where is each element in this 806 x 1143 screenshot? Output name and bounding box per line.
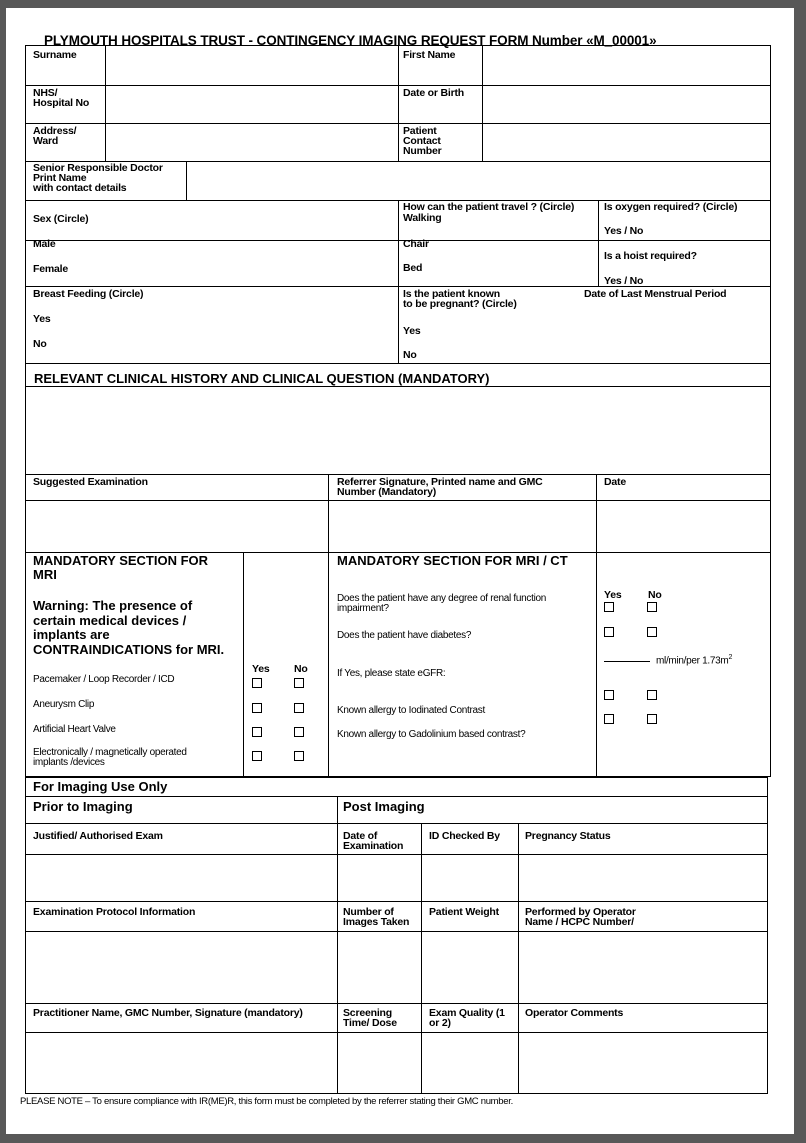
heart-valve-no-checkbox[interactable]: [294, 727, 304, 737]
renal-yes-checkbox[interactable]: [604, 602, 614, 612]
egfr-input-line[interactable]: [604, 661, 650, 662]
contact-field[interactable]: [483, 124, 770, 161]
suggested-exam-label: Suggested Examination: [33, 476, 148, 488]
travel-chair-option[interactable]: Chair: [403, 238, 429, 250]
pregnant-no-option[interactable]: No: [403, 349, 417, 361]
referrer-field[interactable]: [329, 501, 596, 552]
surname-field[interactable]: [106, 46, 398, 85]
diabetes-yes-checkbox[interactable]: [604, 627, 614, 637]
screening-field[interactable]: [338, 1033, 421, 1093]
diabetes-question: Does the patient have diabetes?: [337, 630, 472, 641]
mri-ct-no-header: No: [648, 589, 662, 601]
performed-by-label: Performed by Operator Name / HCPC Number/: [525, 906, 636, 928]
form-title: PLYMOUTH HOSPITALS TRUST - CONTINGENCY IMAGING REQUEST FORM Number «M_00001»: [44, 33, 657, 48]
mri-warning: Warning: The presence of certain medical devices / implants are CONTRAINDICATIONS for MRI.: [33, 598, 225, 657]
travel-bed-option[interactable]: Bed: [403, 262, 423, 274]
lmp-label: Date of Last Menstrual Period: [584, 288, 727, 300]
mri-item-aneurysm: Aneurysm Clip: [33, 699, 95, 710]
clinical-history-field[interactable]: [26, 387, 770, 474]
surname-label: Surname: [33, 49, 77, 61]
implants-yes-checkbox[interactable]: [252, 751, 262, 761]
operator-comments-label: Operator Comments: [525, 1007, 624, 1019]
pregnant-yes-option[interactable]: Yes: [403, 325, 421, 337]
address-label: Address/ Ward: [33, 125, 77, 147]
breast-feeding-label: Breast Feeding (Circle): [33, 288, 144, 300]
breast-feeding-no-option[interactable]: No: [33, 338, 47, 350]
implants-no-checkbox[interactable]: [294, 751, 304, 761]
date-label: Date: [604, 476, 626, 488]
hoist-yes-no-option[interactable]: Yes / No: [604, 275, 644, 287]
justified-exam-field[interactable]: [26, 855, 337, 901]
protocol-field[interactable]: [26, 932, 337, 1003]
practitioner-label: Practitioner Name, GMC Number, Signature (mandatory): [33, 1007, 303, 1019]
egfr-unit: ml/min/per $1.73m^2$: [656, 654, 733, 667]
sex-male-option[interactable]: Male: [33, 238, 56, 250]
id-checked-label: ID Checked By: [429, 830, 500, 842]
mri-yes-header: Yes: [252, 663, 270, 675]
gadolinium-yes-checkbox[interactable]: [604, 714, 614, 724]
num-images-label: Number of Images Taken: [343, 906, 410, 928]
date-field[interactable]: [597, 501, 770, 552]
breast-feeding-yes-option[interactable]: Yes: [33, 313, 51, 325]
aneurysm-no-checkbox[interactable]: [294, 703, 304, 713]
performed-by-field[interactable]: [519, 932, 767, 1003]
diabetes-no-checkbox[interactable]: [647, 627, 657, 637]
dob-label: Date or Birth: [403, 87, 464, 99]
practitioner-field[interactable]: [26, 1033, 337, 1093]
nhs-number-field[interactable]: [106, 86, 398, 123]
heart-valve-yes-checkbox[interactable]: [252, 727, 262, 737]
first-name-field[interactable]: [483, 46, 770, 85]
aneurysm-yes-checkbox[interactable]: [252, 703, 262, 713]
oxygen-label: Is oxygen required? (Circle): [604, 201, 738, 213]
clinical-history-heading: RELEVANT CLINICAL HISTORY AND CLINICAL QUESTION (MANDATORY): [34, 371, 490, 386]
post-imaging-heading: Post Imaging: [343, 799, 425, 814]
imaging-use-header: For Imaging Use Only: [33, 779, 168, 794]
renal-no-checkbox[interactable]: [647, 602, 657, 612]
mri-item-electronic-implants: Electronically / magnetically operated implants /devices: [33, 747, 187, 768]
pacemaker-no-checkbox[interactable]: [294, 678, 304, 688]
pregnant-label: Is the patient known to be pregnant? (Circle): [403, 288, 517, 310]
contact-label: Patient Contact Number: [403, 125, 442, 157]
id-checked-field[interactable]: [422, 855, 518, 901]
renal-question: Does the patient have any degree of renal function impairment?: [337, 593, 547, 614]
num-images-field[interactable]: [338, 932, 421, 1003]
mri-item-pacemaker: Pacemaker / Loop Recorder / ICD: [33, 674, 175, 685]
exam-quality-label: Exam Quality (1 or 2): [429, 1007, 505, 1029]
mri-ct-heading: MANDATORY SECTION FOR MRI / CT: [337, 553, 568, 568]
pacemaker-yes-checkbox[interactable]: [252, 678, 262, 688]
gadolinium-no-checkbox[interactable]: [647, 714, 657, 724]
mri-heading: MANDATORY SECTION FOR MRI: [33, 553, 209, 582]
travel-walking-option[interactable]: Walking: [403, 212, 442, 224]
gadolinium-allergy-question: Known allergy to Gadolinium based contrast?: [337, 729, 526, 740]
sex-label: Sex (Circle): [33, 213, 89, 225]
iodinated-allergy-question: Known allergy to Iodinated Contrast: [337, 705, 485, 716]
patient-weight-label: Patient Weight: [429, 906, 499, 918]
date-of-exam-field[interactable]: [338, 855, 421, 901]
doctor-label: Senior Responsible Doctor Print Name with contact details: [33, 162, 163, 194]
patient-weight-field[interactable]: [422, 932, 518, 1003]
exam-quality-field[interactable]: [422, 1033, 518, 1093]
egfr-question: If Yes, please state eGFR:: [337, 668, 446, 679]
iodinated-no-checkbox[interactable]: [647, 690, 657, 700]
prior-imaging-heading: Prior to Imaging: [33, 799, 133, 814]
suggested-exam-field[interactable]: [26, 501, 328, 552]
form-page: [6, 8, 794, 1134]
hoist-label: Is a hoist required?: [604, 250, 697, 262]
pregnancy-status-field[interactable]: [519, 855, 767, 901]
screening-label: Screening Time/ Dose: [343, 1007, 397, 1029]
mri-no-header: No: [294, 663, 308, 675]
mri-ct-yes-header: Yes: [604, 589, 622, 601]
address-field[interactable]: [106, 124, 398, 161]
protocol-label: Examination Protocol Information: [33, 906, 196, 918]
date-of-exam-label: Date of Examination: [343, 830, 404, 852]
operator-comments-field[interactable]: [519, 1033, 767, 1093]
iodinated-yes-checkbox[interactable]: [604, 690, 614, 700]
mri-item-heart-valve: Artificial Heart Valve: [33, 724, 116, 735]
footer-note: PLEASE NOTE – To ensure compliance with IR(ME)R, this form must be completed by the referrer stating their GMC number.: [20, 1096, 513, 1107]
travel-label: How can the patient travel ? (Circle): [403, 201, 575, 213]
first-name-label: First Name: [403, 49, 456, 61]
pregnancy-status-label: Pregnancy Status: [525, 830, 611, 842]
sex-female-option[interactable]: Female: [33, 263, 68, 275]
justified-exam-label: Justified/ Authorised Exam: [33, 830, 163, 842]
nhs-label: NHS/ Hospital No: [33, 87, 90, 109]
oxygen-yes-no-option[interactable]: Yes / No: [604, 225, 644, 237]
doctor-field[interactable]: [187, 162, 770, 200]
dob-field[interactable]: [483, 86, 770, 123]
referrer-label: Referrer Signature, Printed name and GMC Number (Mandatory): [337, 476, 543, 498]
